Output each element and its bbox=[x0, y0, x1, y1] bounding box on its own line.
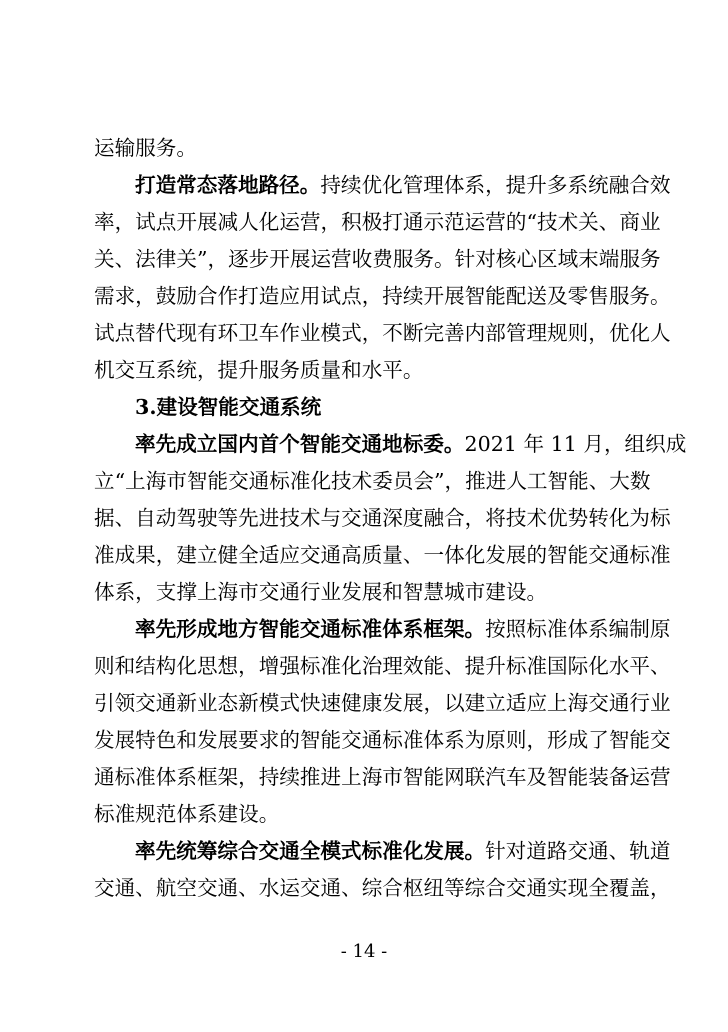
line-text: 率，试点开展减人化运营，积极打通示范运营的“技术关、商业 bbox=[94, 210, 661, 234]
text-line bbox=[94, 796, 642, 833]
line-text: 运输服务。 bbox=[94, 136, 197, 160]
line-text: 持续优化管理体系，提升多系统融合效 bbox=[320, 173, 671, 197]
text-line bbox=[94, 241, 661, 278]
line-text: 针对道路交通、轨道 bbox=[485, 839, 671, 863]
bold-lead-in: 率先形成地方智能交通标准体系框架。 bbox=[135, 617, 486, 641]
line-text: 关、法律关”，逐步开展运营收费服务。针对核心区域末端服务 bbox=[94, 247, 661, 271]
line-text: 准成果，建立健全适应交通高质量、一体化发展的智能交通标准 bbox=[94, 543, 671, 567]
text-line bbox=[94, 130, 642, 167]
line-text: 需求，鼓励合作打造应用试点，持续开展智能配送及零售服务。 bbox=[94, 284, 671, 308]
text-line bbox=[94, 537, 671, 574]
text-line bbox=[94, 611, 671, 648]
page-number: - 14 - bbox=[340, 941, 388, 962]
bold-lead-in: 打造常态落地路径。 bbox=[135, 173, 321, 197]
line-text: 发展特色和发展要求的智能交通标准体系为原则，形成了智能交 bbox=[94, 728, 671, 752]
text-line bbox=[94, 167, 671, 204]
line-text: 引领交通新业态新模式快速健康发展，以建立适应上海交通行业 bbox=[94, 691, 671, 715]
bold-lead-in: 3.建设智能交通系统 bbox=[135, 395, 322, 419]
line-text: 立“上海市智能交通标准化技术委员会”，推进人工智能、大数 bbox=[94, 469, 651, 493]
text-line bbox=[94, 463, 651, 500]
text-line bbox=[94, 574, 642, 611]
text-line bbox=[94, 759, 671, 796]
bold-lead-in: 率先成立国内首个智能交通地标委。 bbox=[135, 432, 465, 456]
line-text: 按照标准体系编制原 bbox=[485, 617, 671, 641]
text-line bbox=[94, 426, 687, 463]
line-text: 体系，支撑上海市交通行业发展和智慧城市建设。 bbox=[94, 580, 548, 604]
text-line bbox=[94, 648, 671, 685]
line-text: 标准规范体系建设。 bbox=[94, 802, 280, 826]
text-line bbox=[94, 278, 671, 315]
text-line bbox=[94, 315, 671, 352]
bold-lead-in: 率先统筹综合交通全模式标准化发展。 bbox=[135, 839, 486, 863]
text-line bbox=[94, 389, 642, 426]
text-line bbox=[94, 870, 671, 907]
line-text: 机交互系统，提升服务质量和水平。 bbox=[94, 358, 424, 382]
line-text: 则和结构化思想，增强标准化治理效能、提升标准国际化水平、 bbox=[94, 654, 671, 678]
document-body bbox=[94, 130, 687, 907]
text-line bbox=[94, 500, 671, 537]
text-line bbox=[94, 352, 642, 389]
line-text: 交通、航空交通、水运交通、综合枢纽等综合交通实现全覆盖， bbox=[94, 876, 671, 900]
text-line bbox=[94, 685, 671, 722]
line-text: 通标准体系框架，持续推进上海市智能网联汽车及智能装备运营 bbox=[94, 765, 671, 789]
line-text: 2021 年 11 月，组织成 bbox=[464, 432, 687, 456]
line-text: 据、自动驾驶等先进技术与交通深度融合，将技术优势转化为标 bbox=[94, 506, 671, 530]
text-line bbox=[94, 833, 671, 870]
line-text: 试点替代现有环卫车作业模式，不断完善内部管理规则，优化人 bbox=[94, 321, 671, 345]
text-line bbox=[94, 204, 661, 241]
text-line bbox=[94, 722, 671, 759]
